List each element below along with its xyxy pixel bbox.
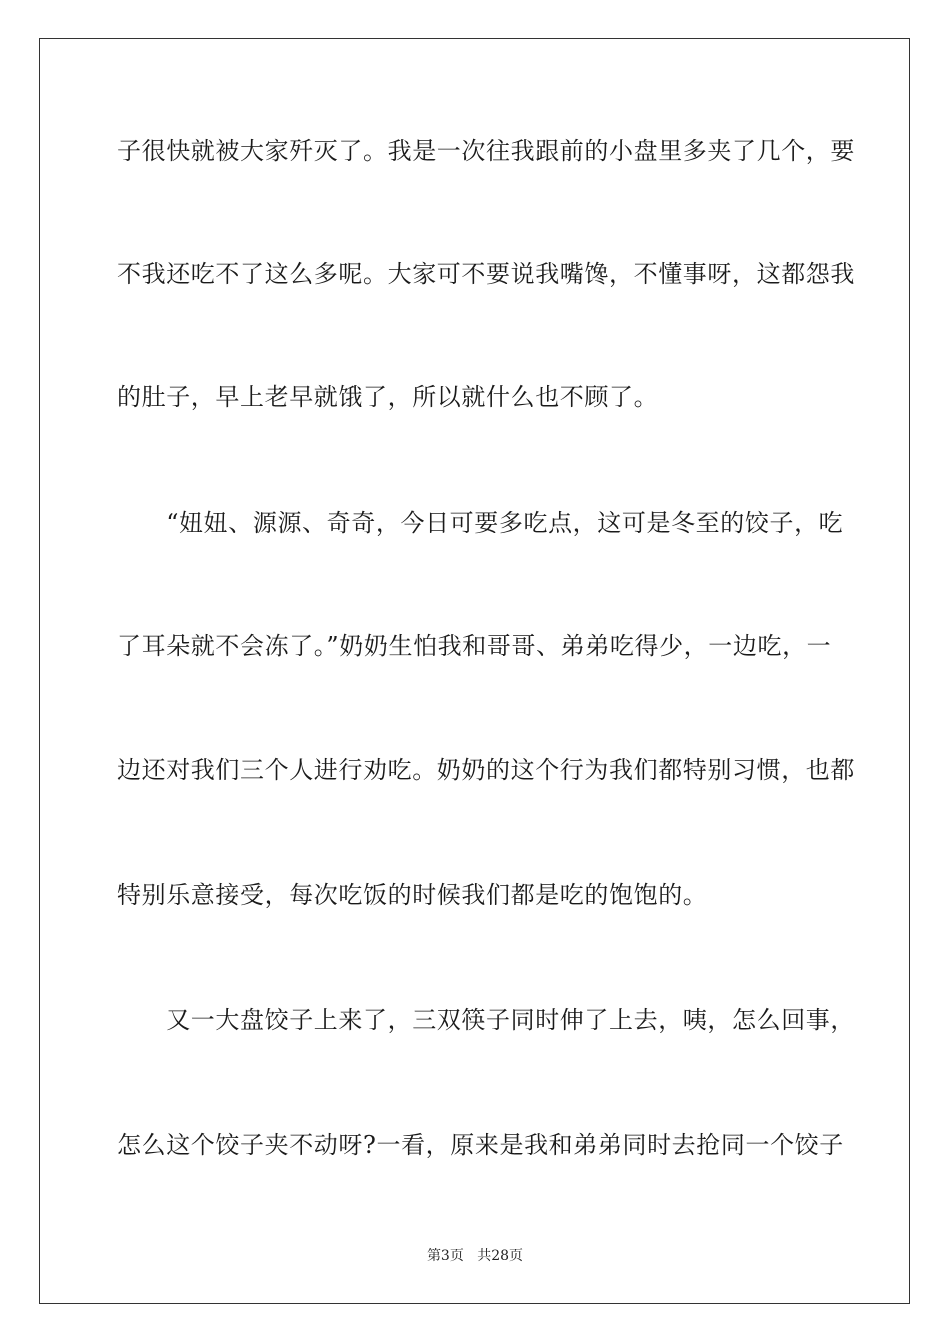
text-line-6: 边还对我们三个人进行劝吃。奶奶的这个行为我们都特别习惯，也都	[117, 756, 855, 784]
text-line-1: 子很快就被大家歼灭了。我是一次往我跟前的小盘里多夹了几个，要	[117, 137, 855, 165]
text-line-3: 的肚子，早上老早就饿了，所以就什么也不顾了。	[117, 383, 659, 411]
page-number: 第3页	[426, 1248, 464, 1264]
page-border	[39, 38, 910, 1304]
text-line-7: 特别乐意接受，每次吃饭的时候我们都是吃的饱饱的。	[117, 881, 708, 909]
text-line-5: 了耳朵就不会冻了。”奶奶生怕我和哥哥、弟弟吃得少，一边吃，一	[117, 632, 832, 660]
text-line-2: 不我还吃不了这么多呢。大家可不要说我嘴馋，不懂事呀，这都怨我	[117, 260, 855, 288]
page-total: 共28页	[477, 1248, 524, 1264]
text-line-4: “妞妞、源源、奇奇，今日可要多吃点，这可是冬至的饺子，吃	[117, 509, 844, 537]
page-footer	[0, 1247, 950, 1265]
text-line-9: 怎么这个饺子夹不动呀?一看，原来是我和弟弟同时去抢同一个饺子	[117, 1131, 844, 1159]
text-line-8: 又一大盘饺子上来了，三双筷子同时伸了上去，咦，怎么回事，	[117, 1006, 855, 1034]
